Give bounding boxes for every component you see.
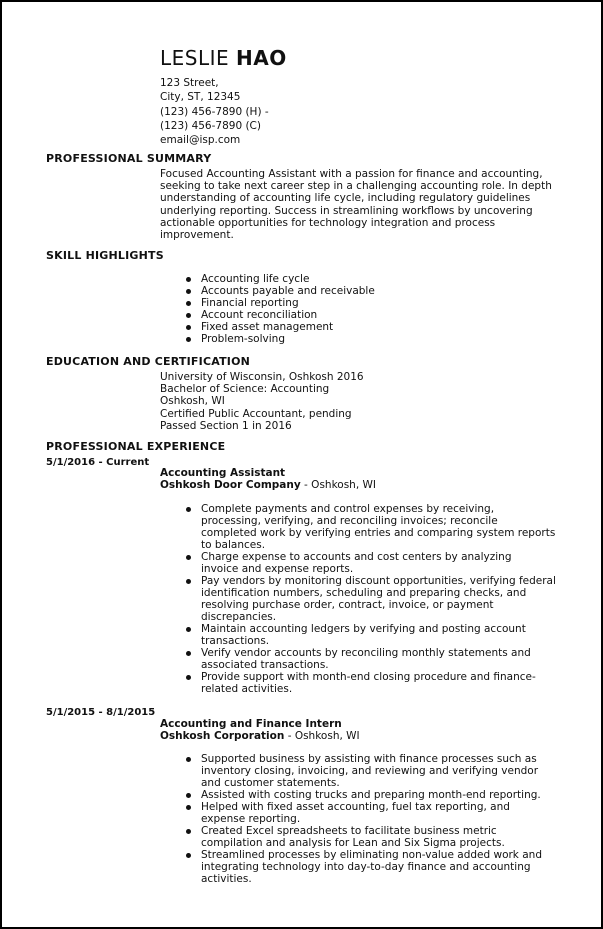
summary-line: seeking to take next career step in a challenging accounting role. In depth — [160, 180, 552, 193]
bullet-line: Charge expense to accounts and cost centers by analyzing — [201, 551, 512, 563]
summary-line: improvement. — [160, 229, 234, 242]
bullet-line: transactions. — [201, 635, 270, 647]
contact-cell-phone: (123) 456-7890 (C) — [160, 119, 261, 132]
summary-line: underlying reporting. Success in streamlining workflows by uncovering — [160, 204, 533, 217]
list-item — [183, 551, 555, 575]
list-item — [183, 575, 555, 623]
education-line: University of Wisconsin, Oshkosh 2016 — [160, 371, 364, 383]
bullet-line: inventory closing, invoicing, and reviewing and verifying vendor — [201, 765, 539, 777]
list-item: Account reconciliation — [183, 309, 555, 321]
bullet-line: Verify vendor accounts by reconciling monthly statements and — [201, 647, 531, 659]
bullet-line: completed work by verifying entries and comparing system reports — [201, 527, 556, 539]
education-line: Passed Section 1 in 2016 — [160, 419, 292, 432]
candidate-name — [160, 46, 287, 70]
contact-street: 123 Street, — [160, 77, 219, 89]
bullet-line: Assisted with costing trucks and preparing month-end reporting. — [201, 789, 541, 801]
company-name: Oshkosh Corporation — [160, 730, 285, 742]
bullet-line: invoice and expense reports. — [201, 563, 354, 575]
list-item: Accounts payable and receivable — [183, 285, 555, 297]
bullet-line: identification numbers, scheduling and preparing checks, and — [201, 587, 527, 599]
bullet-line: Created Excel spreadsheets to facilitate business metric — [201, 825, 497, 837]
contact-email: email@isp.com — [160, 134, 241, 147]
summary-line: actionable opportunities for technology integration and process — [160, 216, 496, 229]
contact-city: City, ST, 12345 — [160, 91, 241, 104]
list-item — [183, 671, 555, 695]
bullet-line: activities. — [201, 873, 252, 885]
bullet-line: Supported business by assisting with finance processes such as — [201, 753, 537, 765]
company-name: Oshkosh Door Company — [160, 479, 301, 491]
education-line: Oshkosh, WI — [160, 395, 225, 408]
list-item — [183, 503, 555, 551]
bullet-line: Helped with fixed asset accounting, fuel tax reporting, and — [201, 801, 510, 813]
education-line: Bachelor of Science: Accounting — [160, 383, 330, 396]
job-bullets — [183, 503, 555, 695]
job-bullets — [183, 753, 555, 885]
last-name: HAO — [236, 46, 287, 70]
bullet-line: Maintain accounting ledgers by verifying and posting account — [201, 623, 526, 635]
bullet-line: expense reporting. — [201, 813, 301, 825]
skills-list — [183, 273, 555, 345]
education-line: Certified Public Accountant, pending — [160, 407, 352, 420]
bullet-line: to balances. — [201, 539, 266, 551]
bullet-line: Complete payments and control expenses by receiving, — [201, 503, 495, 515]
bullet-line: processing, verifying, and reconciling invoices; reconcile — [201, 515, 498, 527]
education-heading: EDUCATION AND CERTIFICATION — [46, 355, 251, 368]
bullet-line: Streamlined processes by eliminating non-value added work and — [201, 849, 542, 861]
bullet-line: Pay vendors by monitoring discount opportunities, verifying federal — [201, 575, 556, 587]
list-item — [183, 623, 555, 647]
job-dates: 5/1/2015 - 8/1/2015 — [46, 707, 156, 718]
list-item — [183, 801, 555, 825]
list-item: Fixed asset management — [183, 321, 555, 333]
list-item: Accounting life cycle — [183, 273, 555, 285]
company-location: - Oshkosh, WI — [284, 730, 360, 742]
list-item — [183, 825, 555, 849]
contact-info — [160, 76, 269, 147]
bullet-line: resolving purchase order, contract, invoice, or payment — [201, 599, 494, 611]
bullet-line: and customer statements. — [201, 777, 340, 789]
skills-heading: SKILL HIGHLIGHTS — [46, 249, 164, 262]
job-title: Accounting Assistant — [160, 467, 286, 479]
job-dates: 5/1/2016 - Current — [46, 457, 150, 468]
list-item: Financial reporting — [183, 297, 555, 309]
first-name: LESLIE — [160, 46, 230, 70]
summary-heading: PROFESSIONAL SUMMARY — [46, 152, 212, 165]
bullet-line: associated transactions. — [201, 659, 329, 671]
list-item: Problem-solving — [183, 333, 555, 345]
list-item — [183, 849, 555, 885]
bullet-line: compilation and analysis for Lean and Six Sigma projects. — [201, 837, 505, 849]
summary-line: understanding of accounting life cycle, including regulatory guidelines — [160, 192, 531, 205]
list-item — [183, 789, 555, 801]
list-item — [183, 753, 555, 789]
bullet-line: integrating technology into day-to-day finance and accounting — [201, 861, 531, 873]
job-company — [160, 479, 376, 492]
list-item — [183, 647, 555, 671]
company-location: - Oshkosh, WI — [300, 479, 376, 491]
job-company — [160, 730, 360, 743]
summary-text — [160, 168, 555, 241]
bullet-line: related activities. — [201, 683, 293, 695]
education-text — [160, 371, 555, 432]
summary-line: Focused Accounting Assistant with a passion for finance and accounting, — [160, 168, 543, 180]
job-title: Accounting and Finance Intern — [160, 718, 342, 730]
contact-home-phone: (123) 456-7890 (H) - — [160, 105, 269, 118]
bullet-line: Provide support with month-end closing procedure and finance- — [201, 671, 536, 683]
experience-heading: PROFESSIONAL EXPERIENCE — [46, 440, 226, 453]
bullet-line: discrepancies. — [201, 611, 277, 623]
